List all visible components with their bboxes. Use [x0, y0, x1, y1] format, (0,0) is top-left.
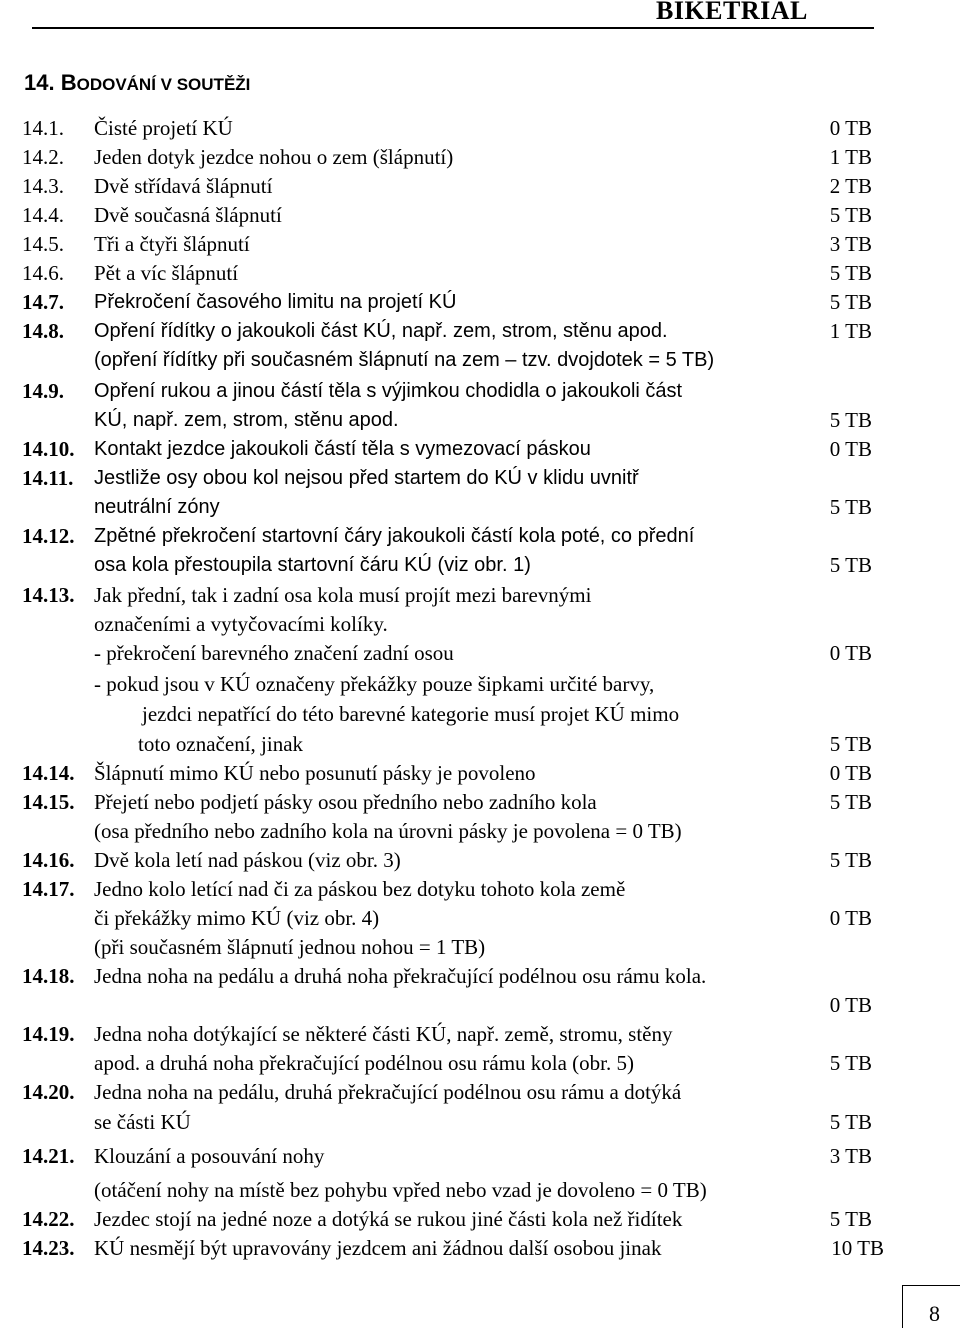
rule-line	[0, 1112, 960, 1138]
penalty-points: 0 TB	[829, 437, 872, 461]
rule-text: jezdci nepatřící do této barevné kategorie musí projet KÚ mimo	[142, 702, 680, 726]
rule-number: 14.22.	[22, 1207, 75, 1231]
rule-text: Čisté projetí KÚ	[94, 116, 233, 140]
rule-number: 14.6.	[22, 261, 64, 285]
penalty-points: 5 TB	[829, 495, 872, 519]
rule-number: 14.11.	[22, 466, 74, 490]
rule-line	[0, 1238, 960, 1264]
rule-number: 14.3.	[22, 174, 64, 198]
rule-number: 14.21.	[22, 1144, 75, 1168]
rule-line	[0, 614, 960, 640]
rule-line	[0, 966, 960, 992]
rule-text: Kontakt jezdce jakoukoli částí těla s vymezovací páskou	[94, 438, 591, 460]
rule-line	[0, 792, 960, 818]
penalty-points: 5 TB	[829, 1110, 872, 1134]
penalty-points: 3 TB	[829, 1144, 872, 1168]
penalty-points: 5 TB	[829, 408, 872, 432]
rule-text: Zpětné překročení startovní čáry jakoukoli částí kola poté, co přední	[94, 525, 695, 547]
rule-number: 14.12.	[22, 524, 75, 548]
rule-text: Opření rukou a jinou částí těla s výjimkou chodidla o jakoukoli část	[94, 380, 683, 402]
penalty-points: 2 TB	[829, 174, 872, 198]
penalty-points: 3 TB	[829, 232, 872, 256]
rule-line	[0, 381, 960, 407]
penalty-points: 5 TB	[829, 1051, 872, 1075]
penalty-points: 5 TB	[829, 290, 872, 314]
rule-line	[0, 850, 960, 876]
rule-line	[0, 585, 960, 611]
rule-line	[0, 995, 960, 1021]
rule-number: 14.1.	[22, 116, 64, 140]
rule-line	[0, 147, 960, 173]
penalty-points: 5 TB	[829, 553, 872, 577]
rule-text: označeními a vytyčovacími kolíky.	[94, 612, 388, 636]
penalty-points: 5 TB	[829, 203, 872, 227]
penalty-points: 0 TB	[829, 116, 872, 140]
rule-text: neutrální zóny	[94, 496, 220, 518]
rule-line	[0, 350, 960, 376]
rule-number: 14.14.	[22, 761, 75, 785]
rule-line	[0, 937, 960, 963]
rule-text: Jedno kolo letící nad či za páskou bez dotyku tohoto kola země	[94, 877, 626, 901]
rule-text: - překročení barevného značení zadní osou	[94, 641, 454, 665]
rule-line	[0, 118, 960, 144]
rule-number: 14.20.	[22, 1080, 75, 1104]
penalty-points: 5 TB	[829, 261, 872, 285]
rule-number: 14.7.	[22, 290, 64, 314]
rule-text: Pět a víc šlápnutí	[94, 261, 239, 285]
rule-line	[0, 555, 960, 581]
rule-line	[0, 321, 960, 347]
rule-text: - pokud jsou v KÚ označeny překážky pouze šipkami určité barvy,	[94, 672, 655, 696]
penalty-points: 0 TB	[829, 906, 872, 930]
penalty-points: 5 TB	[829, 790, 872, 814]
rule-line	[0, 1053, 960, 1079]
rule-line	[0, 1180, 960, 1206]
rule-number: 14.16.	[22, 848, 75, 872]
rule-number: 14.13.	[22, 583, 75, 607]
rule-line	[0, 439, 960, 465]
rule-line	[0, 643, 960, 669]
rule-line	[0, 292, 960, 318]
rule-number: 14.8.	[22, 319, 64, 343]
rule-text: Opření řídítky o jakoukoli část KÚ, např. zem, strom, stěnu apod.	[94, 320, 668, 342]
penalty-points: 0 TB	[829, 641, 872, 665]
rule-line	[0, 763, 960, 789]
rule-line	[0, 468, 960, 494]
rule-line	[0, 263, 960, 289]
rule-text: Jak přední, tak i zadní osa kola musí projít mezi barevnými	[94, 583, 592, 607]
rule-number: 14.23.	[22, 1236, 75, 1260]
rule-text: Jedna noha na pedálu, druhá překračující podélnou osu rámu a dotýká	[94, 1080, 682, 1104]
rule-text: Dvě kola letí nad páskou (viz obr. 3)	[94, 848, 401, 872]
rule-text: Jestliže osy obou kol nejsou před startem do KÚ v klidu uvnitř	[94, 467, 639, 489]
rule-text: toto označení, jinak	[138, 732, 304, 756]
page-number: 8	[929, 1301, 940, 1326]
rule-text: KÚ, např. zem, strom, stěnu apod.	[94, 409, 399, 431]
rule-line	[0, 1209, 960, 1235]
rule-line	[0, 908, 960, 934]
rule-line	[0, 674, 960, 700]
rule-number: 14.4.	[22, 203, 64, 227]
page-number-border-vertical	[902, 1285, 903, 1328]
rule-text: se části KÚ	[94, 1110, 191, 1134]
rule-text: Jedna noha dotýkající se některé části KÚ, např. země, stromu, stěny	[94, 1022, 673, 1046]
rule-line	[0, 879, 960, 905]
rule-line	[0, 176, 960, 202]
rule-text: Překročení časového limitu na projetí KÚ	[94, 291, 457, 313]
rule-text: Šlápnutí mimo KÚ nebo posunutí pásky je povoleno	[94, 761, 536, 785]
rule-line	[0, 734, 960, 760]
rule-text: Dvě střídavá šlápnutí	[94, 174, 273, 198]
rule-text: Přejetí nebo podjetí pásky osou předního nebo zadního kola	[94, 790, 597, 814]
rule-text: či překážky mimo KÚ (viz obr. 4)	[94, 906, 380, 930]
page-number-border-horizontal	[902, 1285, 960, 1286]
document-header-title: BIKETRIAL	[656, 0, 808, 25]
section-heading-prefix: 14. B	[24, 70, 77, 95]
rule-line	[0, 205, 960, 231]
rule-text: (otáčení nohy na místě bez pohybu vpřed nebo vzad je dovoleno = 0 TB)	[94, 1178, 707, 1202]
rule-line	[0, 1146, 960, 1172]
rule-text: Tři a čtyři šlápnutí	[94, 232, 250, 256]
penalty-points: 0 TB	[829, 993, 872, 1017]
rule-line	[0, 821, 960, 847]
rule-text: (při současném šlápnutí jednou nohou = 1 TB)	[94, 935, 486, 959]
penalty-points: 1 TB	[829, 145, 872, 169]
penalty-points: 0 TB	[829, 761, 872, 785]
penalty-points: 5 TB	[829, 848, 872, 872]
rule-text: (opření řídítky při současném šlápnutí na zem – tzv. dvojdotek = 5 TB)	[94, 349, 715, 371]
rule-number: 14.2.	[22, 145, 64, 169]
rule-number: 14.17.	[22, 877, 75, 901]
rule-number: 14.5.	[22, 232, 64, 256]
rule-line	[0, 497, 960, 523]
rule-number: 14.19.	[22, 1022, 75, 1046]
rule-text: apod. a druhá noha překračující podélnou osu rámu kola (obr. 5)	[94, 1051, 635, 1075]
section-heading	[24, 70, 250, 96]
rule-text: Jeden dotyk jezdce nohou o zem (šlápnutí)	[94, 145, 454, 169]
penalty-points: 5 TB	[829, 1207, 872, 1231]
penalty-points: 1 TB	[829, 319, 872, 343]
rule-text: Dvě současná šlápnutí	[94, 203, 282, 227]
rule-line	[0, 1024, 960, 1050]
rule-text: Klouzání a posouvání nohy	[94, 1144, 325, 1168]
rule-line	[0, 410, 960, 436]
rule-number: 14.9.	[22, 379, 64, 403]
header-underline	[32, 27, 874, 29]
rule-text: osa kola přestoupila startovní čáru KÚ (viz obr. 1)	[94, 554, 531, 576]
penalty-points: 10 TB	[831, 1236, 884, 1260]
rule-line	[0, 526, 960, 552]
rule-text: Jedna noha na pedálu a druhá noha překračující podélnou osu rámu kola.	[94, 964, 707, 988]
rule-line	[0, 1082, 960, 1108]
rule-text: (osa předního nebo zadního kola na úrovni pásky je povolena = 0 TB)	[94, 819, 682, 843]
rule-number: 14.10.	[22, 437, 75, 461]
rule-number: 14.15.	[22, 790, 75, 814]
rule-text: Jezdec stojí na jedné noze a dotýká se rukou jiné části kola než řidítek	[94, 1207, 683, 1231]
rule-line	[0, 704, 960, 730]
rule-line	[0, 234, 960, 260]
rule-text: KÚ nesmějí být upravovány jezdcem ani žádnou další osobou jinak	[94, 1236, 662, 1260]
rule-number: 14.18.	[22, 964, 75, 988]
penalty-points: 5 TB	[829, 732, 872, 756]
section-heading-rest: ODOVÁNÍ V SOUTĚŽI	[76, 75, 251, 94]
